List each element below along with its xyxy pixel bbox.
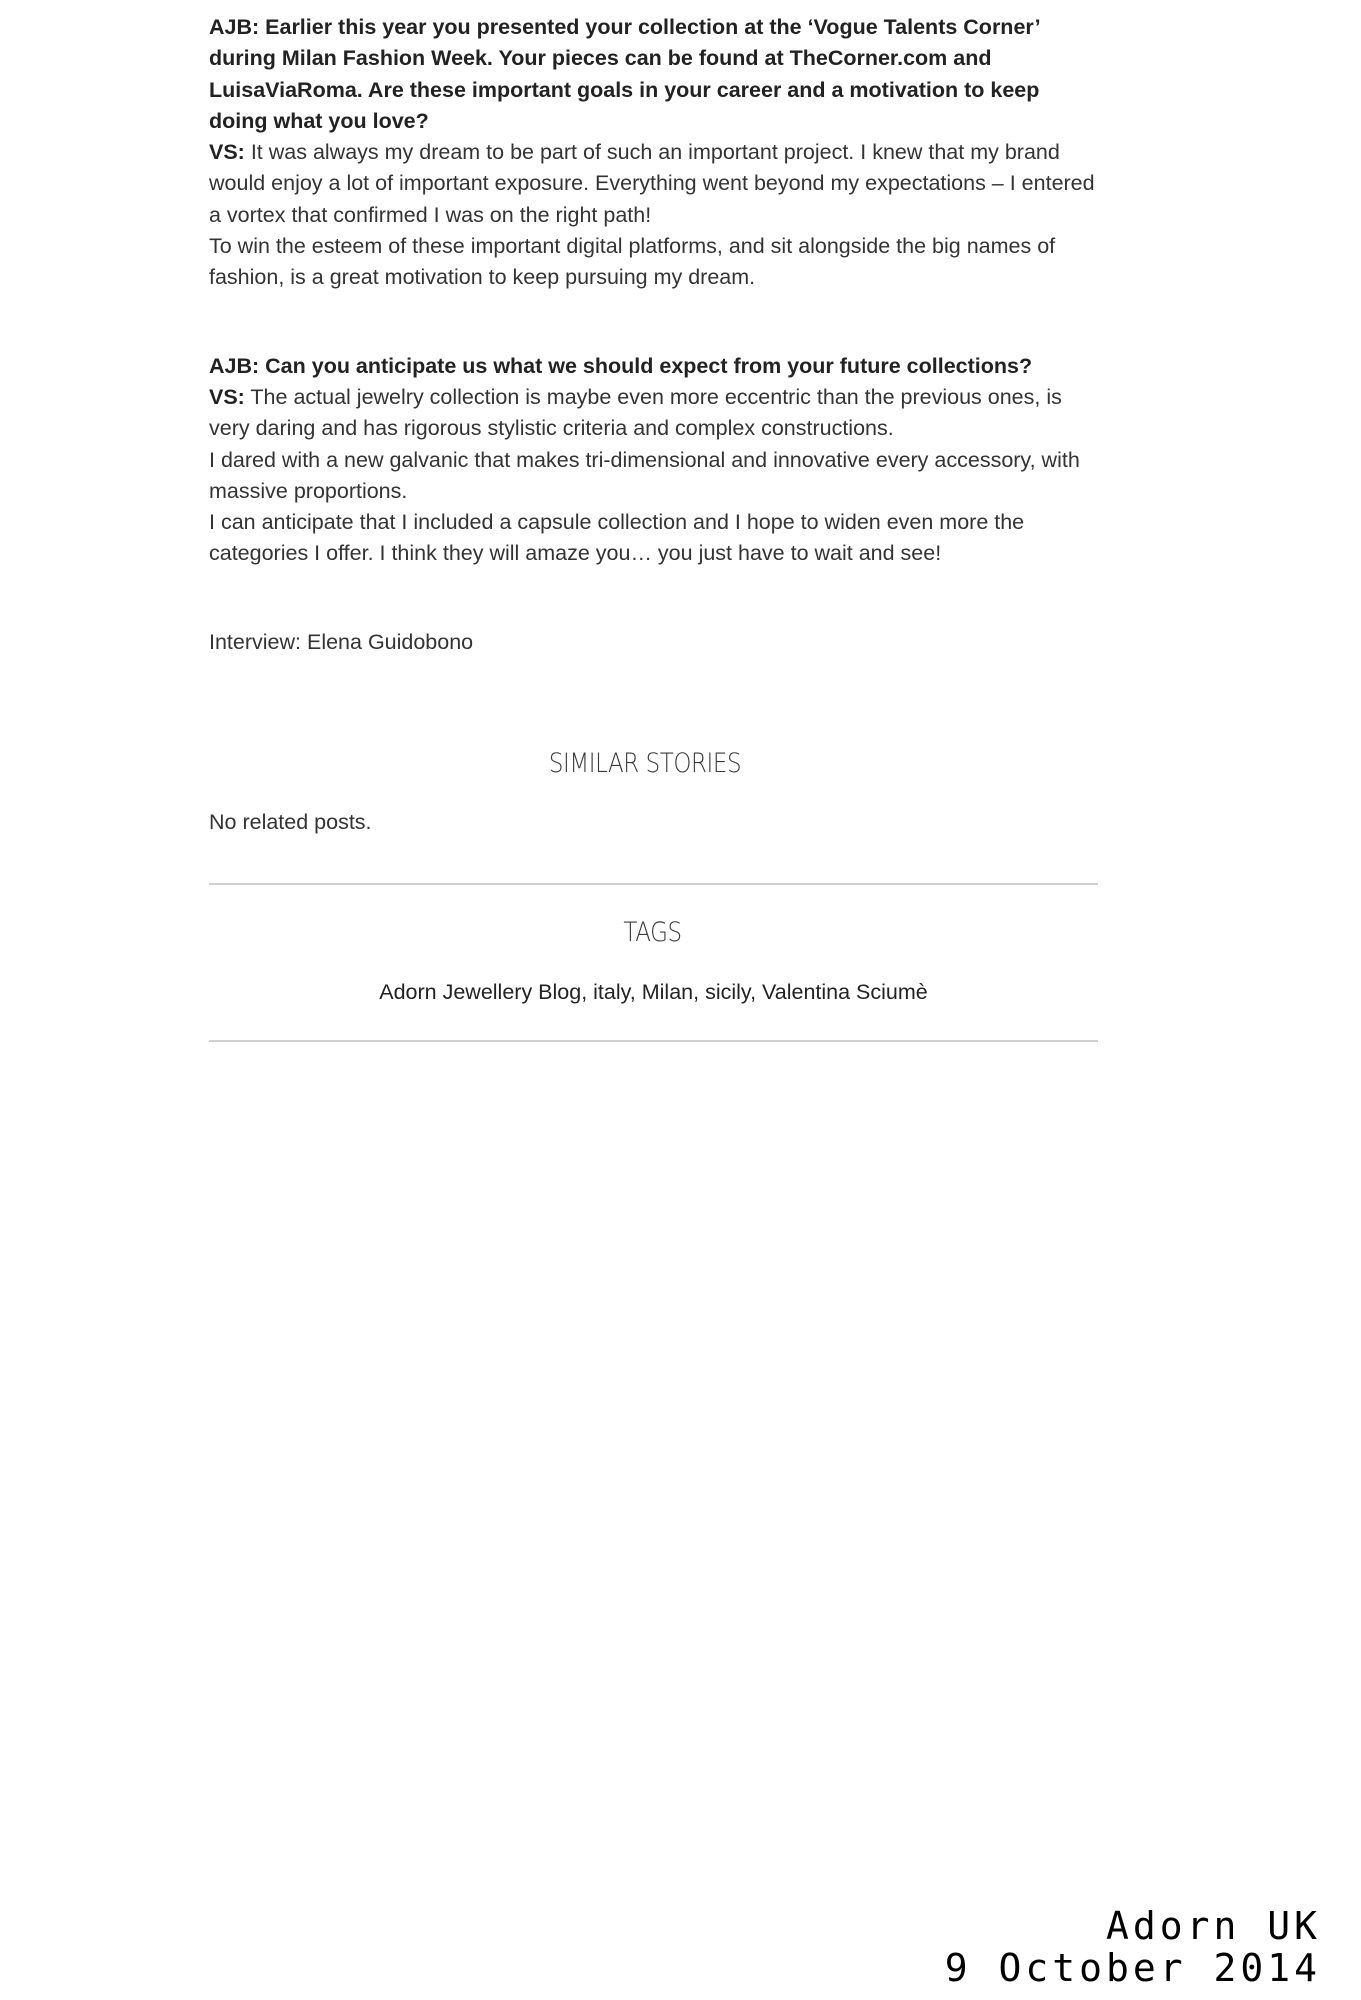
- interview-question: [209, 12, 1099, 137]
- interview-credit: Interview: Elena Guidobono: [209, 629, 474, 654]
- publication-stamp: [945, 1905, 1321, 1989]
- tags-list: [209, 980, 1098, 1005]
- interview-question: [209, 351, 1099, 382]
- question-text: AJB: Earlier this year you presented your collection at the ‘Vogue Talents Corner’ during Milan Fashion Week. Your pieces can be found at TheCorner.com and LuisaViaRoma. Are these important goals in your career and a motivation to keep doing what you love?: [209, 15, 1040, 133]
- tag-separator: ,: [693, 980, 706, 1004]
- tag-link[interactable]: sicily: [705, 980, 751, 1004]
- divider: [209, 1040, 1098, 1042]
- stamp-date: 9 October 2014: [944, 1946, 1321, 1990]
- qa-block-2: [209, 351, 1099, 570]
- similar-stories-heading: SIMILAR STORIES: [548, 748, 742, 779]
- tag-link[interactable]: Valentina Sciumè: [762, 980, 928, 1004]
- tag-link[interactable]: Milan: [641, 980, 694, 1004]
- answer-paragraph: To win the esteem of these important digital platforms, and sit alongside the big names of fashion, is a great motivation to keep pursuing my dream.: [209, 234, 1056, 290]
- interview-answer: [209, 137, 1099, 231]
- stamp-publication: Adorn UK: [1105, 1904, 1321, 1948]
- no-related-posts: No related posts.: [209, 810, 372, 834]
- tag-link[interactable]: Adorn Jewellery Blog: [379, 980, 582, 1004]
- answer-paragraph: It was always my dream to be part of such an important project. I knew that my brand would enjoy a lot of important exposure. Everything went beyond my expectations – I entered a vortex that confirmed I was on the right path!: [209, 140, 1095, 227]
- answer-speaker-label: VS:: [209, 140, 245, 165]
- tag-separator: ,: [581, 980, 594, 1004]
- answer-speaker-label: VS:: [209, 384, 245, 409]
- answer-paragraph: I can anticipate that I included a capsule collection and I hope to widen even more the categories I offer. I think they will amaze you… you just have to wait and see!: [209, 510, 1025, 566]
- tag-separator: ,: [750, 980, 763, 1004]
- tag-separator: ,: [629, 980, 642, 1004]
- interview-answer: [209, 382, 1099, 445]
- article-body: [209, 12, 1099, 680]
- answer-paragraph: The actual jewelry collection is maybe even more eccentric than the previous ones, is very daring and has rigorous stylistic criteria and complex constructions.: [209, 384, 1062, 441]
- tags-heading: TAGS: [623, 917, 682, 948]
- question-text: AJB: Can you anticipate us what we should expect from your future collections?: [209, 353, 1033, 378]
- answer-paragraph: I dared with a new galvanic that makes tri-dimensional and innovative every accessory, with massive proportions.: [209, 447, 1080, 503]
- tag-link[interactable]: italy: [593, 980, 630, 1004]
- qa-block-1: [209, 12, 1099, 294]
- divider: [209, 883, 1098, 885]
